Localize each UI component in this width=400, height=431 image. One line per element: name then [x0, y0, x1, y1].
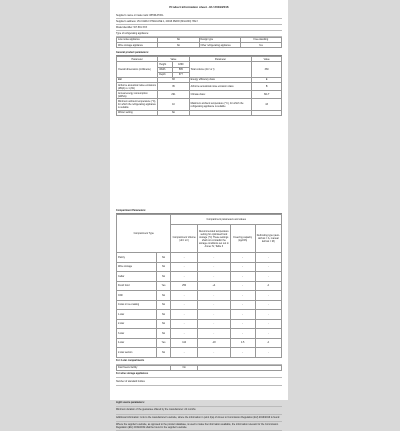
- compartment-table: [116, 214, 282, 358]
- table-row: [117, 42, 282, 47]
- value-cell: No: [156, 253, 171, 262]
- value-cell: -: [255, 272, 281, 281]
- compartment-type-cell: Cellar: [117, 272, 157, 281]
- table-row: [117, 281, 282, 290]
- value-cell: No: [156, 348, 171, 357]
- param-cell: Total volume (dm³ or l): [189, 62, 252, 78]
- param-cell: Winter setting: [117, 110, 158, 115]
- value-cell: -: [197, 329, 230, 338]
- table-row: [117, 272, 282, 281]
- value-cell: No: [156, 291, 171, 300]
- empty-cell: [197, 365, 281, 370]
- value-cell: -: [171, 262, 197, 271]
- value-cell: -: [197, 319, 230, 328]
- table-row: [117, 329, 282, 338]
- general-parameters-table: [116, 56, 282, 116]
- value-cell: A: [255, 338, 281, 347]
- table-row: [117, 253, 282, 262]
- type-cell: Yes: [240, 42, 281, 47]
- compartment-type-cell: 2-star section: [117, 348, 157, 357]
- type-heading: Type of refrigerating appliance:: [116, 31, 282, 37]
- table-row: [117, 110, 282, 115]
- value-cell: No: [156, 319, 171, 328]
- value-cell: -: [255, 291, 281, 300]
- value-cell: -: [230, 300, 255, 309]
- four-star-heading: For 4-star compartments: [116, 358, 282, 365]
- table-row: [117, 91, 282, 99]
- value-cell: -: [255, 262, 281, 271]
- wine-heading: For wine storage appliances: [116, 371, 282, 378]
- compartment-type-cell: 1-star: [117, 310, 157, 319]
- value-cell: No: [156, 329, 171, 338]
- type-cell: Other refrigerating appliance: [199, 42, 240, 47]
- general-heading: General product parameters:: [116, 51, 282, 56]
- column-group-header: Compartment parameters and values: [171, 214, 282, 224]
- value-cell: 35: [158, 83, 189, 91]
- param-cell: Climate class:: [189, 91, 252, 99]
- type-cell: Wine storage appliance: [117, 42, 158, 47]
- column-header: Value: [158, 57, 189, 62]
- footer-line: Where the supplier's website, as opposed to the product database, is used to make the information available, the information relevant for the Commission Regulation (EU) 2019/2019 shall be found in the supplier's website.: [116, 422, 282, 431]
- value-cell: -: [171, 300, 197, 309]
- value-cell: SN-T: [252, 91, 282, 99]
- value-cell: -: [197, 262, 230, 271]
- value-cell: -: [171, 319, 197, 328]
- type-cell: Free-standing: [240, 37, 281, 42]
- value-cell: -: [230, 348, 255, 357]
- table-row: [117, 262, 282, 271]
- value-cell: 10: [158, 99, 189, 110]
- column-header: Freezing capacity (kg/24h): [230, 225, 255, 253]
- param-cell: EEI: [117, 77, 158, 82]
- compartment-type-cell: Chill: [117, 291, 157, 300]
- value-cell: Yes: [156, 338, 171, 347]
- value-cell: -: [197, 272, 230, 281]
- value-cell: B: [252, 83, 282, 91]
- value-cell: +4: [197, 281, 230, 290]
- value-cell: 595: [173, 67, 190, 72]
- table-row: [117, 300, 282, 309]
- value-cell: -: [230, 291, 255, 300]
- value-cell: 83: [158, 77, 189, 82]
- value-cell: E: [252, 77, 282, 82]
- value-cell: -: [255, 319, 281, 328]
- compartment-rows: [117, 253, 282, 357]
- value-cell: 110: [171, 338, 197, 347]
- param-cell: Overall dimensions (millimetre): [117, 62, 158, 78]
- column-header: Parameter: [117, 57, 158, 62]
- value-cell: -: [171, 329, 197, 338]
- compartment-type-cell: Fresh food: [117, 281, 157, 290]
- value-cell: -: [171, 253, 197, 262]
- param-cell: Annual energy consumption (kWh/a): [117, 91, 158, 99]
- value-cell: -: [171, 272, 197, 281]
- value-cell: -: [197, 310, 230, 319]
- param-cell: Airborne acoustical noise emission class: [189, 83, 252, 91]
- table-row: [117, 348, 282, 357]
- type-cell: No: [158, 37, 199, 42]
- value-cell: -: [230, 329, 255, 338]
- table-row: [117, 319, 282, 328]
- sub-param-cell: Width: [158, 67, 173, 72]
- value-cell: -: [197, 300, 230, 309]
- value-cell: No: [156, 300, 171, 309]
- column-header: Defrosting type (auto-defrost = A, manual defrost = M): [255, 225, 281, 253]
- compartment-type-cell: 4-star: [117, 338, 157, 347]
- param-cell: Minimum ambient temperature (°C), for which the refrigerating appliance is suitable: [118, 100, 157, 110]
- document-title: Product information sheet - EU 2019/2016: [169, 5, 229, 9]
- column-header: Recommended temperature setting for optimised food storage (°C) These settings shall not contradict the storage conditions set out in Annex IV, Table 3: [197, 225, 230, 253]
- value-cell: -: [197, 253, 230, 262]
- compartment-type-cell: Pantry: [117, 253, 157, 262]
- type-cell: No: [158, 42, 199, 47]
- value-cell: -: [255, 253, 281, 262]
- value-cell: No: [156, 310, 171, 319]
- table-row: [117, 62, 282, 67]
- value-cell: 291: [158, 91, 189, 99]
- value-cell: No: [156, 262, 171, 271]
- column-header: Value: [252, 57, 282, 62]
- type-cell: Low-noise appliance: [117, 37, 158, 42]
- table-row: [117, 291, 282, 300]
- product-information-sheet: [110, 0, 288, 430]
- value-cell: No: [158, 110, 189, 115]
- param-cell: Energy efficiency class: [189, 77, 252, 82]
- column-header: Compartment Volume (dm³ or l): [171, 225, 197, 253]
- param-cell: Maximum ambient temperature (°C), for which the refrigerating appliance is suitable: [189, 99, 252, 110]
- supplier-name: Supplier's name or trade mark: WHIRLPOOL: [116, 13, 282, 19]
- sub-param-cell: Height: [158, 62, 173, 67]
- value-cell: -: [230, 272, 255, 281]
- value-cell: A: [255, 281, 281, 290]
- supplier-address: Supplier's address: VIA CARLO PISACANE 1, 20016 PERO (MILANO) ITALY: [116, 19, 282, 25]
- column-header: Compartment Type: [117, 214, 171, 252]
- table-header-row: [117, 214, 282, 224]
- footer-line: Additional information: Link to the manufacturer's website, where the information in point 4(a) of Annex to Commission Regulation (EU) 2019/2019 is found:: [116, 415, 282, 422]
- value-cell: No: [171, 365, 197, 370]
- compartment-type-cell: 2-star: [117, 319, 157, 328]
- param-cell: Airborne acoustical noise emissions (dB(A) re 1 pW): [118, 83, 157, 90]
- value-cell: 360: [252, 62, 282, 78]
- table-row: [117, 99, 282, 110]
- value-cell: -: [230, 262, 255, 271]
- value-cell: 677: [173, 72, 190, 77]
- table-row: [117, 338, 282, 347]
- value-cell: -: [255, 329, 281, 338]
- light-heading: Light source parameters:: [116, 400, 282, 407]
- value-cell: -: [171, 348, 197, 357]
- model-identifier: Model identifier: W7 891 XXX: [116, 25, 282, 31]
- compartment-heading: Compartment Parameters:: [116, 209, 282, 214]
- value-cell: -: [230, 319, 255, 328]
- value-cell: -: [197, 291, 230, 300]
- table-row: [117, 365, 282, 370]
- page-gap: [116, 116, 282, 206]
- value-cell: 4.5: [230, 338, 255, 347]
- compartment-type-cell: Wine storage: [117, 262, 157, 271]
- value-cell: [252, 110, 282, 115]
- value-cell: 43: [252, 99, 282, 110]
- table-row: [117, 83, 282, 91]
- value-cell: Yes: [156, 281, 171, 290]
- value-cell: -: [197, 348, 230, 357]
- value-cell: -: [171, 310, 197, 319]
- value-cell: 1890: [173, 62, 190, 67]
- value-cell: -: [255, 348, 281, 357]
- param-cell: [189, 110, 252, 115]
- table-row: [117, 310, 282, 319]
- type-cell: Design type: [199, 37, 240, 42]
- value-cell: 250: [171, 281, 197, 290]
- spacer: [116, 386, 282, 400]
- compartment-type-cell: 0-star or ice-making: [117, 300, 157, 309]
- value-cell: -: [230, 253, 255, 262]
- value-cell: -: [255, 310, 281, 319]
- value-cell: -18: [197, 338, 230, 347]
- wine-bottles-row: Number of standard bottles: [116, 378, 282, 385]
- value-cell: -: [171, 291, 197, 300]
- sub-param-cell: Depth: [158, 72, 173, 77]
- value-cell: No: [156, 272, 171, 281]
- footer-line: Minimum duration of the guarantee offered by the manufacturer: 24 months: [116, 407, 282, 414]
- value-cell: -: [230, 310, 255, 319]
- compartment-type-cell: 3-star: [117, 329, 157, 338]
- value-cell: -: [230, 281, 255, 290]
- type-table: [116, 37, 282, 48]
- value-cell: -: [255, 300, 281, 309]
- param-cell: Fast freeze facility: [117, 365, 171, 370]
- column-header: Parameter: [189, 57, 252, 62]
